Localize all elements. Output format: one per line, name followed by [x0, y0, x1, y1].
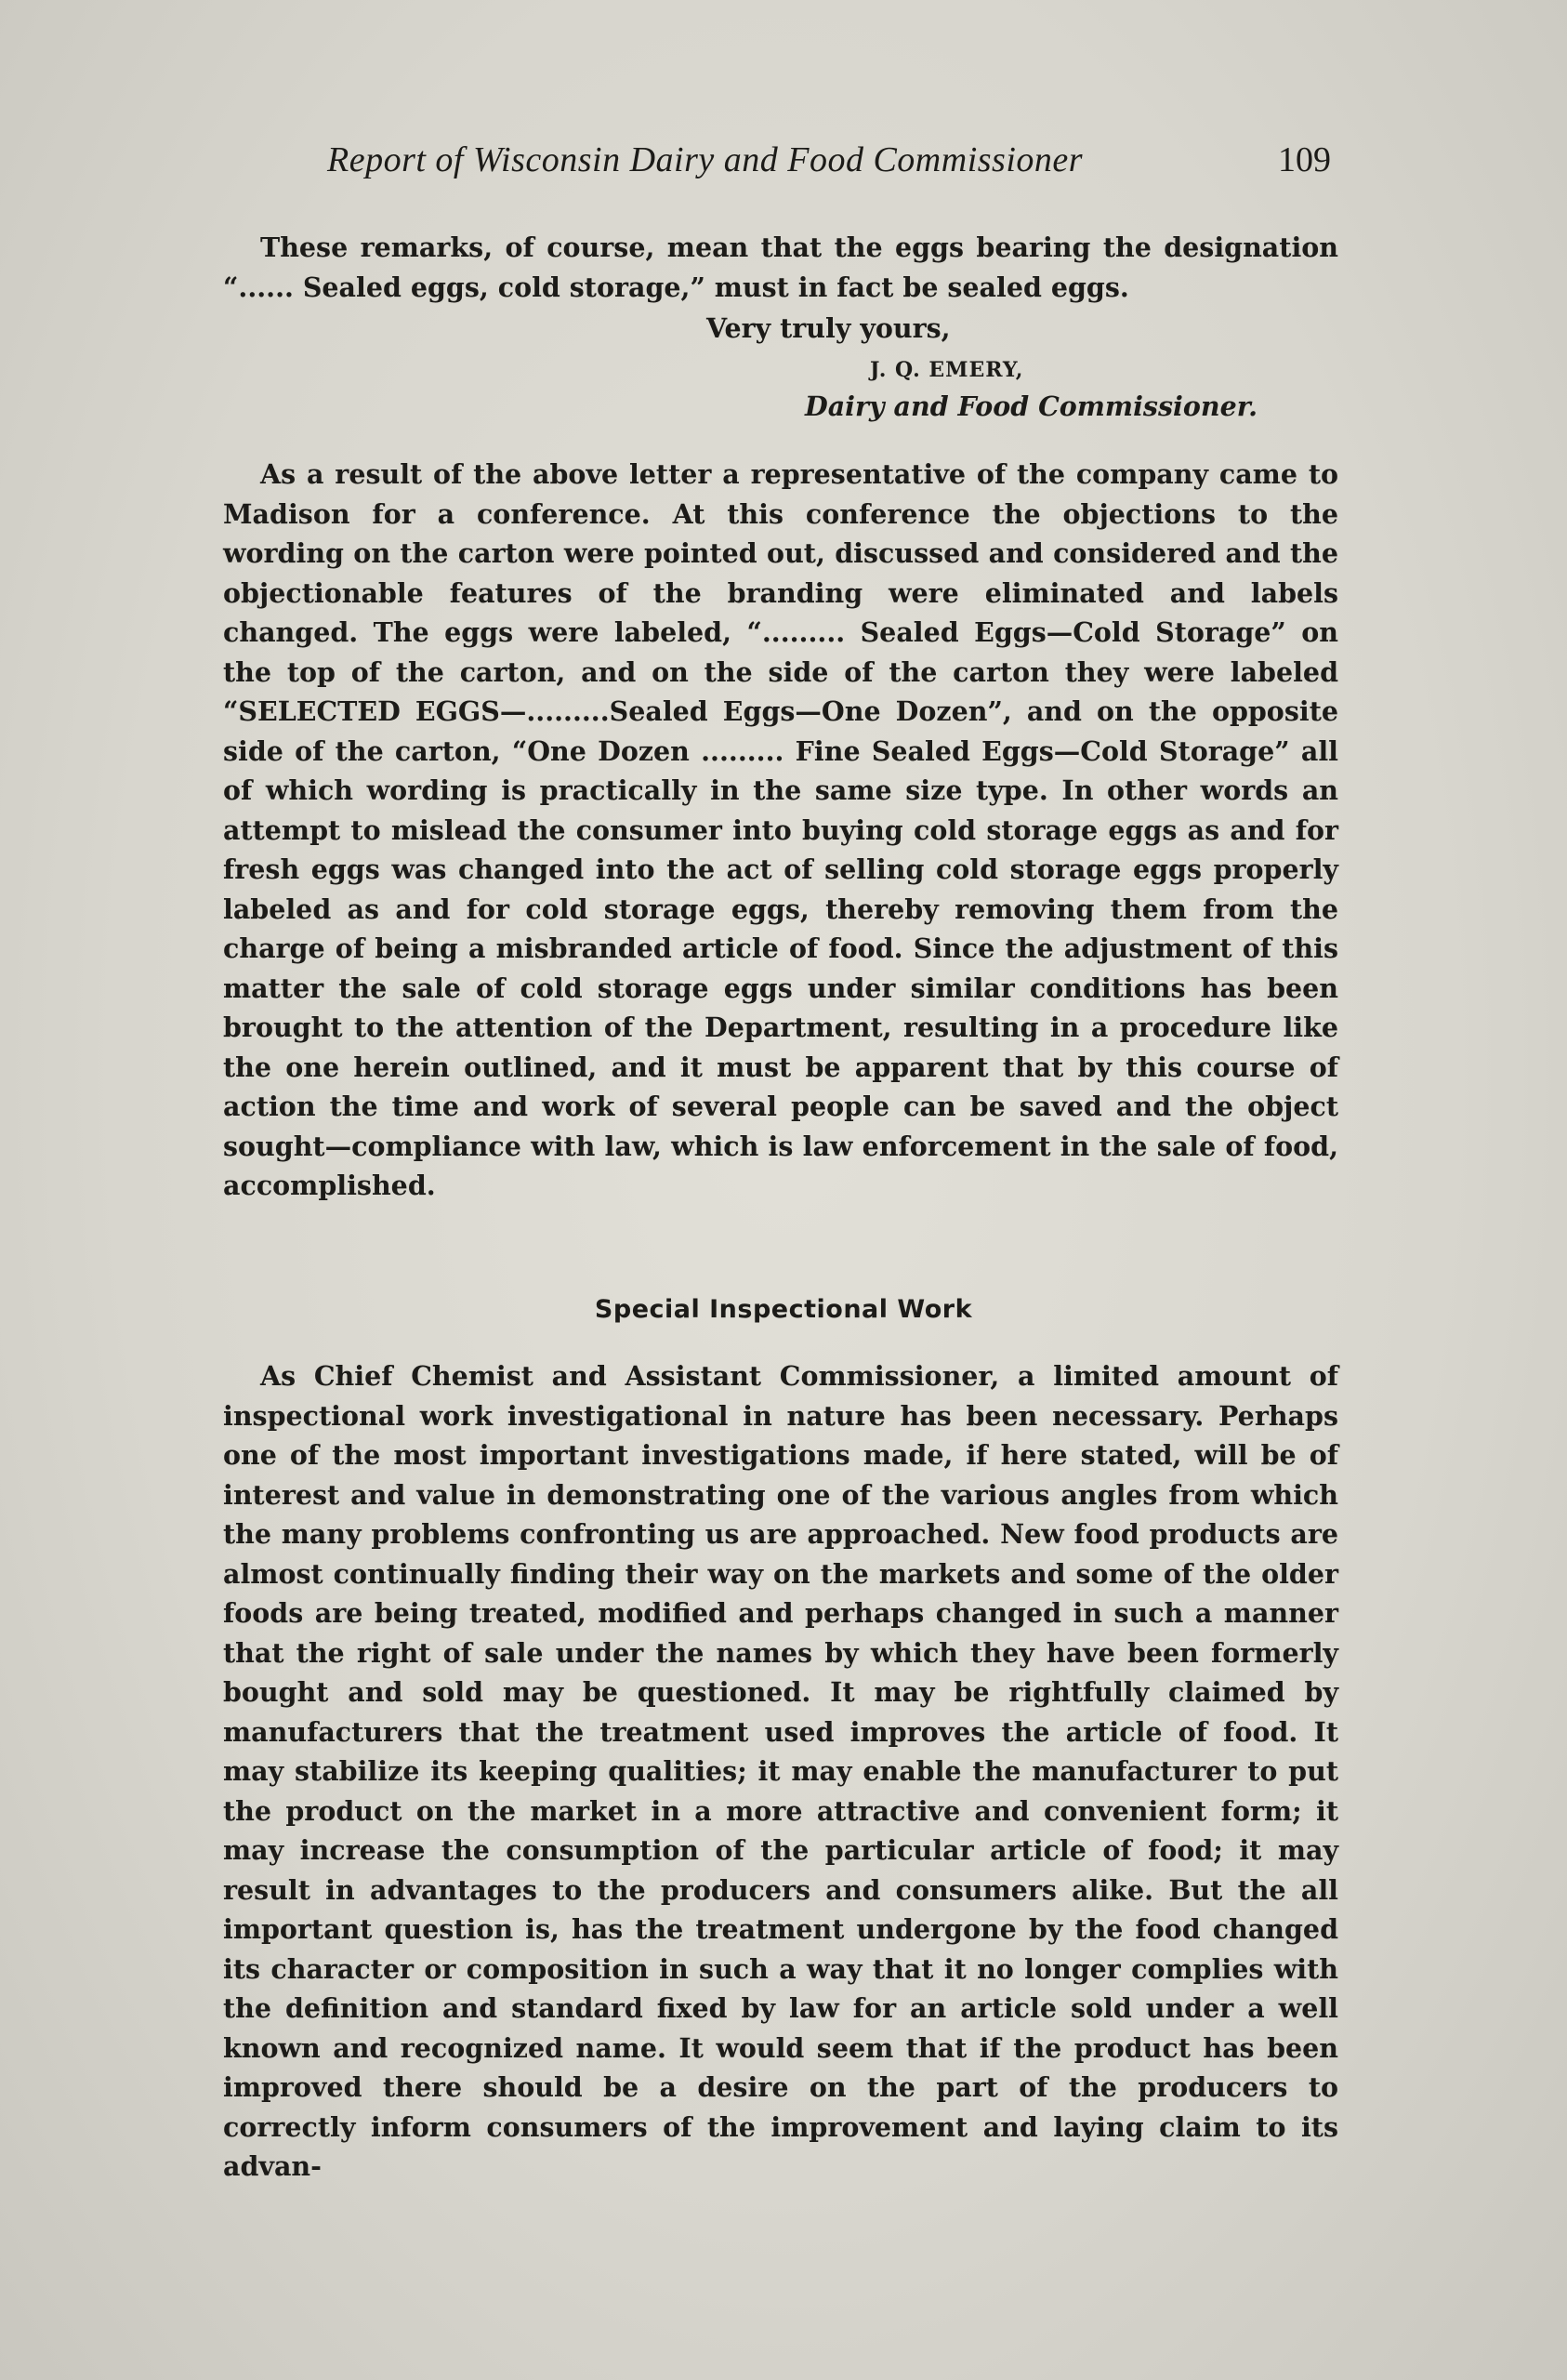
page-number: 109 — [1278, 140, 1331, 179]
result-paragraph — [223, 455, 1338, 1206]
signer-name: J. Q. EMERY, — [870, 358, 1024, 382]
letter-closing-text: These remarks, of course, mean that the eggs bearing the designation “...... Sealed eggs, cold storage,” must in fact be sealed eggs. — [223, 231, 1338, 303]
letter-closing-paragraph — [223, 228, 1338, 307]
running-title: Report of Wisconsin Dairy and Food Commissioner — [327, 140, 1084, 179]
letter-signer — [870, 351, 1023, 383]
page-header — [327, 139, 1331, 195]
special-inspectional-paragraph — [223, 1356, 1338, 2187]
letter-complimentary-close: Very truly yours, — [706, 312, 951, 344]
section-heading: Special Inspectional Work — [594, 1295, 973, 1324]
letter-signer-title: Dairy and Food Commissioner. — [805, 390, 1258, 422]
special-inspectional-text: As Chief Chemist and Assistant Commissioner, a limited amount of inspectional work investigational in nature has been necessary. Perhaps one of the most important investigations made, if here stated, will be of interest and value in demonstrating one of the various angles from which the many problems confronting us are approached. New food products are almost continually finding their way on the markets and some of the older foods are being treated, modified and perhaps changed in such a manner that the right of sale under the names by which they have been formerly bought and sold may be questioned. It may be rightfully claimed by manufacturers that the treatment used improves the article of food. It may stabilize its keeping qualities; it may enable the manufacturer to put the product on the market in a more attractive and convenient form; it may increase the consumption of the particular article of food; it may result in advantages to the producers and consumers alike. But the all important question is, has the treatment undergone by the food changed its character or composition in such a way that it no longer complies with the definition and standard fixed by law for an article sold under a well known and recognized name. It would seem that if the product has been improved there should be a desire on the part of the producers to correctly inform consumers of the improvement and laying claim to its advan- — [223, 1360, 1338, 2182]
result-paragraph-text: As a result of the above letter a representative of the company came to Madison for a conference. At this conference the objections to the wording on the carton were pointed out, discussed and considered and the objectionable features of the branding were eliminated and labels changed. The eggs were labeled, “......... Sealed Eggs—Cold Storage” on the top of the carton, and on the side of the carton they were labeled “SELECTED EGGS—.........Sealed Eggs—One Dozen”, and on the opposite side of the carton, “One Dozen ......... Fine Sealed Eggs—Cold Storage” all of which wording is practically in the same size type. In other words an attempt to mislead the consumer into buying cold storage eggs as and for fresh eggs was changed into the act of selling cold storage eggs properly labeled as and for cold storage eggs, thereby removing them from the charge of being a misbranded article of food. Since the adjustment of this matter the sale of cold storage eggs under similar conditions has been brought to the attention of the Department, resulting in a procedure like the one herein outlined, and it must be apparent that by this course of action the time and work of several people can be saved and the object sought—compliance with law, which is law enforcement in the sale of food, accomplished. — [223, 458, 1338, 1201]
